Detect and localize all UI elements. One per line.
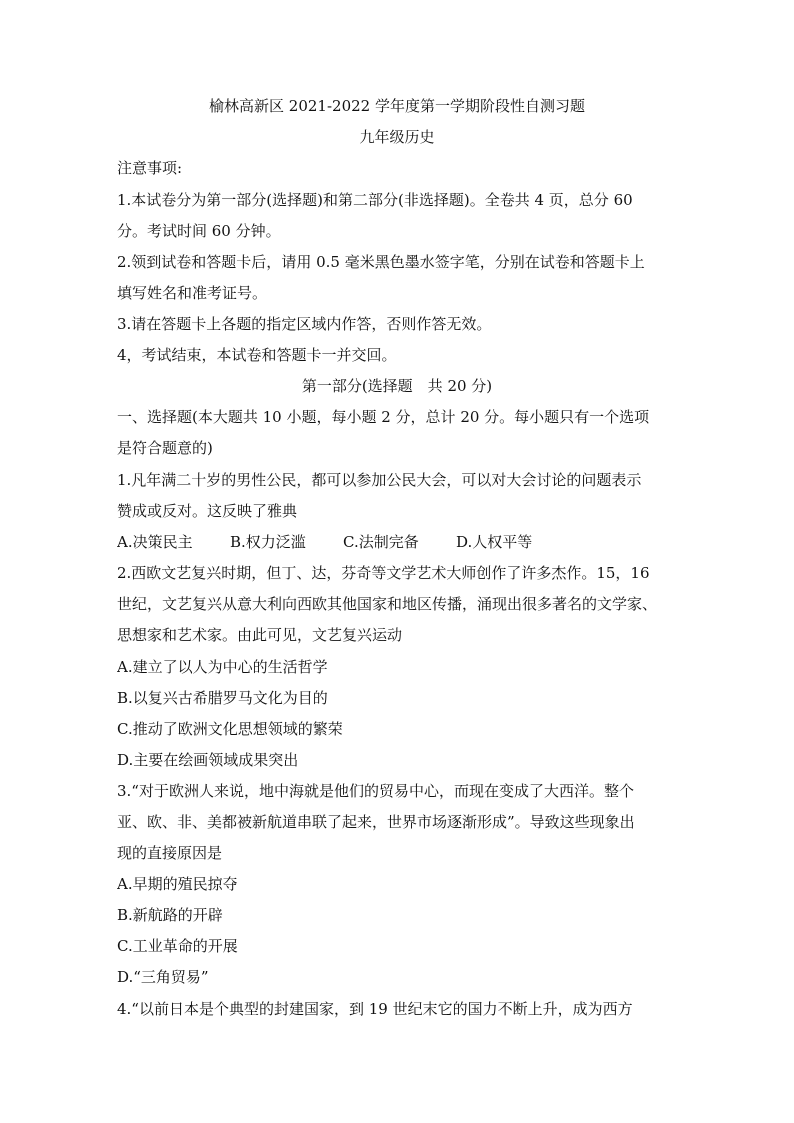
q3-option-d: D.“三角贸易” bbox=[117, 968, 209, 986]
part1-instructions: 是符合题意的) bbox=[117, 439, 213, 457]
part1-heading: 第一部分(选择题 共 20 分) bbox=[301, 377, 493, 395]
q1-stem: 1.凡年满二十岁的男性公民，都可以参加公民大会，可以对大会讨论的问题表示 bbox=[117, 471, 642, 489]
q3-stem: 现的直接原因是 bbox=[117, 844, 223, 862]
q3-option-a: A.早期的殖民掠夺 bbox=[117, 875, 238, 893]
notice-line: 3.请在答题卡上各题的指定区域内作答，否则作答无效。 bbox=[117, 315, 492, 333]
exam-subject: 九年级历史 bbox=[359, 128, 435, 146]
notice-line: 填写姓名和准考证号。 bbox=[117, 284, 268, 302]
notice-line: 分。考试时间 60 分钟。 bbox=[117, 222, 281, 240]
notice-line: 4，考试结束，本试卷和答题卡一并交回。 bbox=[117, 346, 397, 364]
notice-line: 2.领到试卷和答题卡后，请用 0.5 毫米黑色墨水签字笔，分别在试卷和答题卡上 bbox=[117, 253, 645, 271]
q2-option-d: D.主要在绘画领域成果突出 bbox=[117, 751, 299, 769]
q2-option-b: B.以复兴古希腊罗马文化为目的 bbox=[117, 689, 328, 707]
exam-title: 榆林高新区 2021-2022 学年度第一学期阶段性自测习题 bbox=[209, 97, 585, 115]
q3-option-b: B.新航路的开辟 bbox=[117, 906, 223, 924]
q1-option-b: B.权力泛滥 bbox=[230, 533, 306, 551]
q1-option-a: A.决策民主 bbox=[117, 533, 193, 551]
part1-instructions: 一、选择题(本大题共 10 小题，每小题 2 分，总计 20 分。每小题只有一个选项 bbox=[117, 408, 650, 426]
q2-stem: 世纪，文艺复兴从意大利向西欧其他国家和地区传播，涌现出很多著名的文学家、 bbox=[117, 595, 658, 613]
notice-line: 1.本试卷分为第一部分(选择题)和第二部分(非选择题)。全卷共 4 页，总分 60 bbox=[117, 191, 633, 209]
q4-stem: 4.“以前日本是个典型的封建国家，到 19 世纪末它的国力不断上升，成为西方 bbox=[117, 1000, 633, 1018]
q1-option-d: D.人权平等 bbox=[456, 533, 533, 551]
q3-stem: 亚、欧、非、美都被新航道串联了起来，世界市场逐渐形成”。导致这些现象出 bbox=[117, 813, 635, 831]
q3-stem: 3.“对于欧洲人来说，地中海就是他们的贸易中心，而现在变成了大西洋。整个 bbox=[117, 782, 634, 800]
q1-stem: 赞成或反对。这反映了雅典 bbox=[117, 502, 298, 520]
q2-option-a: A.建立了以人为中心的生活哲学 bbox=[117, 658, 328, 676]
q1-options bbox=[117, 532, 682, 552]
q2-stem: 2.西欧文艺复兴时期，但丁、达，芬奇等文学艺术大师创作了许多杰作。15，16 bbox=[117, 564, 650, 582]
q2-stem: 思想家和艺术家。由此可见，文艺复兴运动 bbox=[117, 626, 403, 644]
notice-heading: 注意事项: bbox=[117, 159, 183, 177]
q2-option-c: C.推动了欧洲文化思想领域的繁荣 bbox=[117, 720, 343, 738]
q1-option-c: C.法制完备 bbox=[343, 533, 419, 551]
q3-option-c: C.工业革命的开展 bbox=[117, 937, 238, 955]
